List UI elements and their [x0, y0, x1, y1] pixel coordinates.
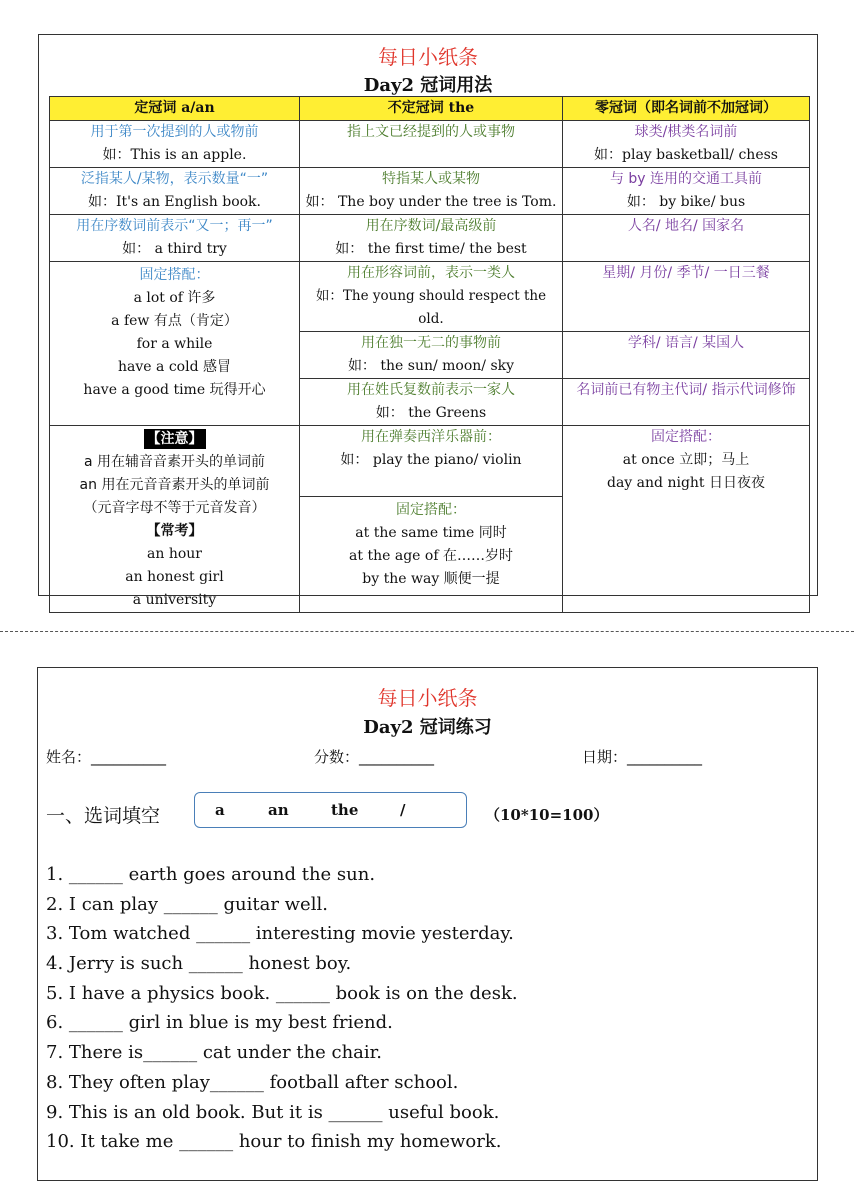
- note-cell: [50, 426, 300, 613]
- rule-text: 用于第一次提到的人或物前: [90, 124, 259, 140]
- example-text: 如：play basketball/ chess: [594, 147, 778, 163]
- example-text: 如： the sun/ moon/ sky: [347, 358, 515, 374]
- rule-text: 星期/ 月份/ 季节/ 一日三餐: [602, 265, 770, 281]
- fixed-phrases-cell: [50, 262, 300, 426]
- question-item: 10. It take me ______ hour to finish my homework.: [46, 1131, 502, 1153]
- name-field[interactable]: 姓名：__________: [46, 748, 167, 766]
- phrase-item: day and night 日日夜夜: [607, 475, 765, 491]
- phrase-item: a lot of 许多: [133, 290, 216, 306]
- phrase-item: have a good time 玩得开心: [83, 382, 266, 398]
- col-header-definite: 定冠词 a/an: [50, 97, 300, 121]
- card-title: 每日小纸条: [377, 686, 478, 710]
- table-row: [50, 121, 810, 168]
- example-text: 如： a third try: [122, 241, 227, 257]
- option-none: /: [400, 801, 406, 819]
- rule-text: 学科/ 语言/ 某国人: [627, 335, 745, 351]
- example-text: 如： by bike/ bus: [626, 194, 746, 210]
- score-field[interactable]: 分数：__________: [314, 748, 435, 766]
- card-subtitle: Day2 冠词用法: [363, 75, 493, 96]
- question-item: 1. ______ earth goes around the sun.: [46, 864, 376, 885]
- rule-text: 用在形容词前，表示一类人: [347, 265, 515, 281]
- rule-text: 名词前已有物主代词/ 指示代词修饰: [576, 382, 796, 398]
- example-text: 如： the first time/ the best: [335, 241, 527, 257]
- article-usage-table: [49, 96, 810, 613]
- card-subtitle: Day2 冠词练习: [363, 717, 492, 738]
- example-text: 如：It's an English book.: [87, 194, 261, 210]
- grammar-card: [38, 34, 818, 608]
- phrase-item: by the way 顺便一提: [362, 571, 500, 588]
- example-text: 如： play the piano/ violin: [340, 452, 522, 468]
- phrase-item: an honest girl: [125, 569, 224, 585]
- table-row: [50, 168, 810, 215]
- phrase-item: have a cold 感冒: [118, 359, 231, 375]
- rule-text: 用在姓氏复数前表示一家人: [347, 382, 515, 398]
- rule-text: 泛指某人/某物，表示数量“一”: [80, 171, 269, 187]
- fixed-phrases-label: 固定搭配：: [396, 502, 466, 519]
- phrase-item: at the age of 在……岁时: [349, 548, 513, 565]
- option-the: the: [331, 801, 359, 819]
- points-label: （10*10=100）: [485, 806, 609, 824]
- question-item: 8. They often play______ football after school.: [46, 1071, 459, 1093]
- table-row: [50, 262, 810, 332]
- question-item: 6. ______ girl in blue is my best friend.: [46, 1012, 393, 1034]
- col-header-indefinite: 不定冠词 the: [300, 97, 563, 121]
- question-item: 2. I can play ______ guitar well.: [46, 893, 328, 915]
- example-text: 如：The young should respect the old.: [315, 288, 547, 327]
- note-line: a 用在辅音音素开头的单词前: [83, 454, 266, 470]
- question-item: 9. This is an old book. But it is ______ useful book.: [46, 1101, 500, 1123]
- rule-text: 与 by 连用的交通工具前: [609, 171, 763, 187]
- col-header-zero: 零冠词（即名词前不加冠词）: [563, 97, 810, 121]
- rule-text: 用在独一无二的事物前: [361, 335, 501, 351]
- rule-text: 用在序数词前表示“又一；再一”: [76, 218, 273, 234]
- phrase-item: at the same time 同时: [355, 525, 507, 542]
- table-row: [50, 426, 810, 497]
- note-line: an 用在元音音素开头的单词前: [79, 477, 270, 493]
- fixed-phrases-label: 固定搭配：: [139, 267, 210, 283]
- note-label: 【注意】: [144, 429, 206, 449]
- common-label: 【常考】: [146, 523, 203, 539]
- rule-text: 固定搭配：: [651, 429, 721, 445]
- rule-text: 用在弹奏西洋乐器前：: [361, 429, 501, 445]
- phrase-item: a university: [132, 592, 217, 608]
- question-item: 3. Tom watched ______ interesting movie yesterday.: [46, 923, 514, 945]
- phrase-item: a few 有点（肯定）: [111, 313, 238, 329]
- word-options-box: [194, 792, 467, 828]
- rule-text: 指上文已经提到的人或事物: [347, 124, 515, 140]
- phrase-item: an hour: [147, 546, 202, 562]
- question-item: 7. There is______ cat under the chair.: [46, 1042, 383, 1064]
- note-line: （元音字母不等于元音发音）: [83, 500, 266, 516]
- question-item: 4. Jerry is such ______ honest boy.: [46, 953, 352, 975]
- card-title: 每日小纸条: [378, 45, 478, 69]
- date-field[interactable]: 日期：__________: [582, 748, 703, 766]
- rule-text: 球类/棋类名词前: [634, 124, 738, 140]
- rule-text: 用在序数词/最高级前: [365, 218, 497, 234]
- phrase-item: for a while: [136, 336, 213, 352]
- rule-text: 特指某人或某物: [382, 171, 480, 187]
- example-text: 如：This is an apple.: [102, 147, 247, 163]
- rule-text: 人名/ 地名/ 国家名: [627, 218, 745, 234]
- option-a: a: [215, 801, 225, 819]
- table-row: [50, 215, 810, 262]
- question-item: 5. I have a physics book. ______ book is on the desk.: [46, 982, 518, 1004]
- section-title: 一、选词填空: [46, 805, 161, 827]
- phrase-item: at once 立即；马上: [622, 452, 750, 468]
- cut-line: [0, 631, 854, 632]
- question-list: [46, 860, 518, 1157]
- option-an: an: [268, 801, 289, 819]
- exercise-card: [37, 667, 818, 1181]
- example-text: 如： the Greens: [375, 405, 487, 421]
- example-text: 如： The boy under the tree is Tom.: [305, 194, 557, 210]
